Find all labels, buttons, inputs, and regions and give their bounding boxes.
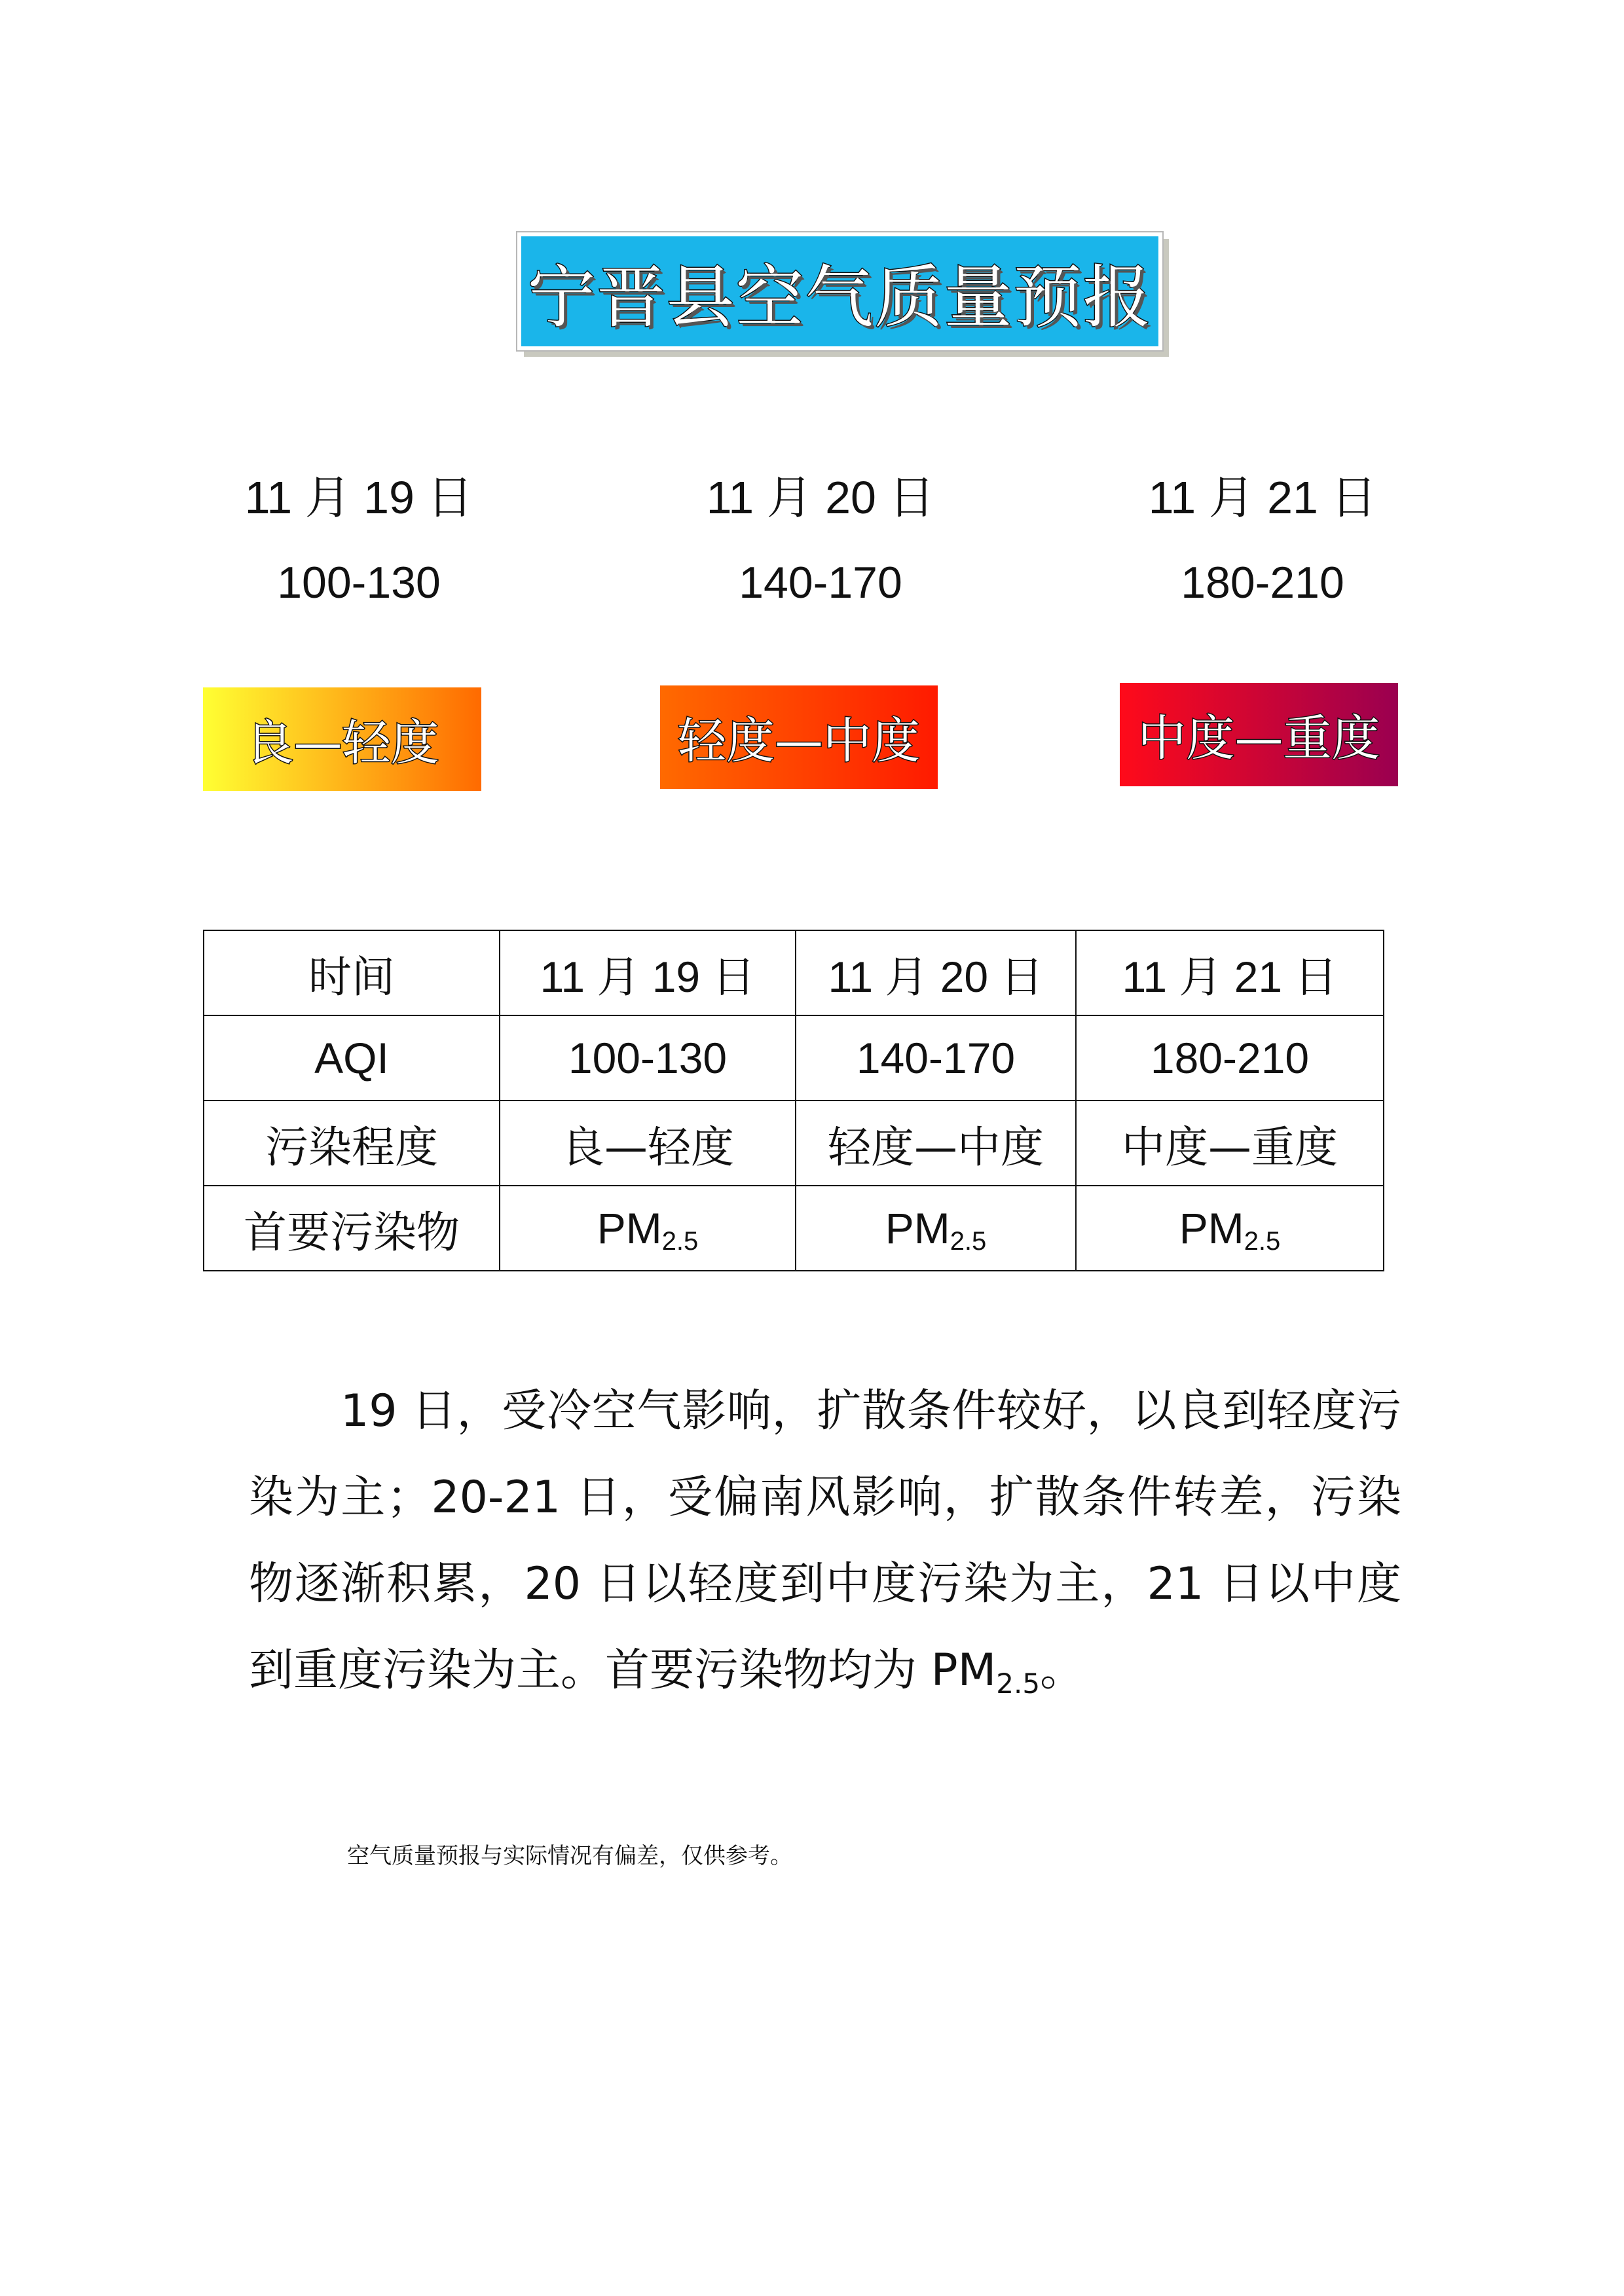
pollutant-sub: 2.5 — [1244, 1227, 1281, 1256]
table-cell: 良—轻度 — [500, 1101, 796, 1186]
table-cell: 中度—重度 — [1076, 1101, 1384, 1186]
forecast-aqi: 100-130 — [277, 558, 441, 608]
table-cell: 轻度—中度 — [796, 1101, 1076, 1186]
table-cell: 180-210 — [1076, 1015, 1384, 1101]
level-label: 轻度—中度 — [678, 713, 920, 769]
table-cell: 11 月 20 日 — [796, 930, 1076, 1015]
table-cell — [1076, 1186, 1384, 1271]
level-badge-day-3 — [1120, 683, 1398, 786]
forecast-day-3 — [1079, 468, 1446, 612]
title-banner — [517, 232, 1162, 350]
description-end: 。 — [1040, 1645, 1085, 1696]
pollutant-main: PM — [597, 1204, 662, 1252]
table-cell: 100-130 — [500, 1015, 796, 1101]
forecast-day-2 — [637, 468, 1004, 612]
level-label: 良—轻度 — [245, 715, 439, 771]
pollutant-main: PM — [1179, 1204, 1244, 1252]
row-header: AQI — [204, 1015, 500, 1101]
table-row — [204, 1186, 1384, 1271]
forecast-day-1 — [175, 468, 542, 612]
table-cell — [796, 1186, 1076, 1271]
forecast-date: 11 月 20 日 — [706, 472, 935, 523]
description-text: 19 日，受冷空气影响，扩散条件较好，以良到轻度污染为主；20-21 日，受偏南风影响，扩散条件转差，污染物逐渐积累，20 日以轻度到中度污染为主，21 日以中度到重度污染为主。首要污染物均为 PM — [249, 1385, 1401, 1696]
row-header: 首要污染物 — [204, 1186, 500, 1271]
pollutant-sub: 2.5 — [661, 1227, 699, 1256]
table-row — [204, 930, 1384, 1015]
table-cell: 11 月 19 日 — [500, 930, 796, 1015]
table-row — [204, 1015, 1384, 1101]
page-title: 宁晋县空气质量预报 — [527, 257, 1153, 337]
row-header: 时间 — [204, 930, 500, 1015]
forecast-date: 11 月 21 日 — [1148, 472, 1377, 523]
table-cell: 11 月 21 日 — [1076, 930, 1384, 1015]
forecast-description — [249, 1368, 1401, 1719]
forecast-table — [203, 930, 1384, 1271]
description-sub: 2.5 — [996, 1667, 1041, 1700]
table-cell: 140-170 — [796, 1015, 1076, 1101]
level-label: 中度—重度 — [1137, 710, 1380, 767]
pollutant-main: PM — [885, 1204, 950, 1252]
level-badge-day-2 — [660, 685, 938, 789]
table-row — [204, 1101, 1384, 1186]
forecast-aqi: 180-210 — [1181, 558, 1344, 608]
disclaimer-footnote: 空气质量预报与实际情况有偏差，仅供参考。 — [347, 1843, 792, 1869]
level-badge-day-1 — [203, 687, 481, 791]
table-cell — [500, 1186, 796, 1271]
pollutant-sub: 2.5 — [950, 1227, 987, 1256]
forecast-aqi: 140-170 — [739, 558, 902, 608]
row-header: 污染程度 — [204, 1101, 500, 1186]
forecast-date: 11 月 19 日 — [244, 472, 473, 523]
